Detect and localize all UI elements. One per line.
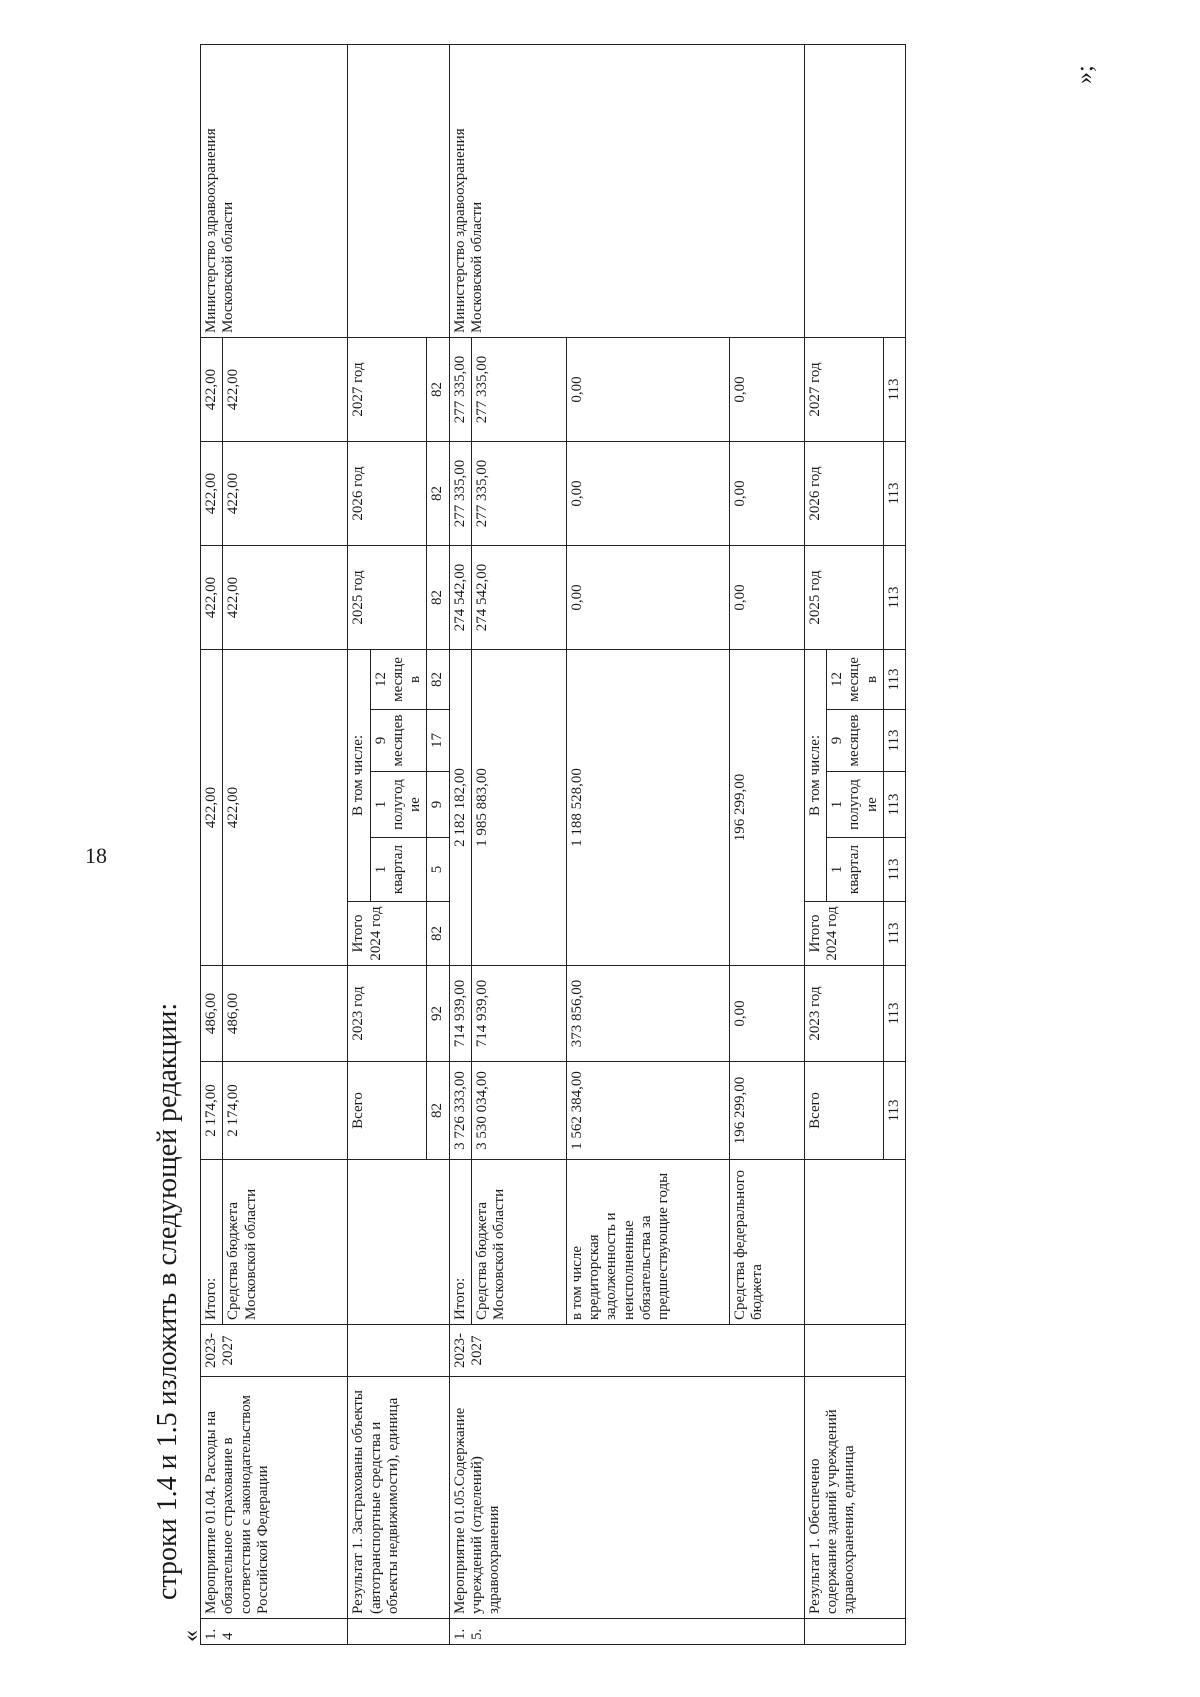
hdr-m9: 9 месяцев (370, 710, 427, 772)
funding-source: Итого: (201, 1160, 223, 1325)
page-number: 18 (85, 843, 107, 868)
row-1-4-total (201, 44, 223, 1644)
y2026-cell: 277 335,00 (471, 441, 566, 545)
hdr-2027: 2027 год (804, 337, 883, 441)
val-2023: 92 (427, 966, 449, 1062)
row-num-blank (348, 1619, 449, 1645)
funding-source: Средства бюджета Московской области (223, 1160, 348, 1325)
val-2027: 82 (427, 337, 449, 441)
row-num: 1.4 (201, 1619, 348, 1645)
closing-quote: »; (1072, 65, 1098, 84)
val-q1: 113 (883, 838, 905, 902)
val-m12: 82 (427, 649, 449, 709)
val-2027: 113 (883, 337, 905, 441)
y2027-cell: 422,00 (201, 337, 223, 441)
y2027-cell: 277 335,00 (471, 337, 566, 441)
result-period-blank (348, 1325, 449, 1377)
val-2024: 113 (883, 902, 905, 966)
val-2025: 113 (883, 545, 905, 649)
funding-source: в том числе кредиторская задолженность и неисполненные обязательства за предшествующие годы (566, 1160, 729, 1325)
hdr-2025: 2025 год (804, 545, 883, 649)
y2023-cell: 714 939,00 (449, 966, 471, 1062)
hdr-2026: 2026 год (348, 441, 427, 545)
hdr-h1: 1 полугодие (370, 772, 427, 838)
hdr-2024: Итого 2024 год (348, 902, 427, 966)
result-name: Результат 1. Обеспечено содержание зданий учреждений здравоохранения, единица (804, 1377, 905, 1619)
val-total: 82 (427, 1062, 449, 1160)
y2026-cell: 422,00 (223, 441, 348, 545)
hdr-total: Всего (804, 1062, 883, 1160)
executor-blank (348, 44, 449, 337)
y2027-cell: 0,00 (566, 337, 729, 441)
y2025-cell: 0,00 (729, 545, 804, 649)
val-2024: 82 (427, 902, 449, 966)
y2025-cell: 274 542,00 (449, 545, 471, 649)
result-source-blank (348, 1160, 449, 1325)
hdr-2024: Итого 2024 год (804, 902, 883, 966)
val-2026: 113 (883, 441, 905, 545)
val-m9: 17 (427, 710, 449, 772)
y2025-cell: 422,00 (201, 545, 223, 649)
amendment-heading: строки 1.4 и 1.5 изложить в следующей редакции: (152, 1002, 183, 1600)
y2024-cell: 1 985 883,00 (471, 649, 566, 965)
program-table (200, 44, 906, 1645)
total-cell: 196 299,00 (729, 1062, 804, 1160)
y2024-cell: 1 188 528,00 (566, 649, 729, 965)
y2023-cell: 373 856,00 (566, 966, 729, 1062)
val-m9: 113 (883, 710, 905, 772)
y2023-cell: 714 939,00 (471, 966, 566, 1062)
y2024-cell: 2 182 182,00 (449, 649, 471, 965)
period: 2023-2027 (449, 1325, 804, 1377)
y2027-cell: 277 335,00 (449, 337, 471, 441)
total-cell: 3 530 034,00 (471, 1062, 566, 1160)
hdr-q1: 1 квартал (370, 838, 427, 902)
period: 2023-2027 (201, 1325, 348, 1377)
y2024-cell: 196 299,00 (729, 649, 804, 965)
y2025-cell: 274 542,00 (471, 545, 566, 649)
total-cell: 1 562 384,00 (566, 1062, 729, 1160)
result-name: Результат 1. Застрахованы объекты (автотранспортные средства и объекты недвижимости), единица (348, 1377, 449, 1619)
hdr-m9: 9 месяцев (827, 710, 884, 772)
y2026-cell: 0,00 (566, 441, 729, 545)
y2026-cell: 422,00 (201, 441, 223, 545)
hdr-m12: 12 месяцев (827, 649, 884, 709)
val-2026: 82 (427, 441, 449, 545)
executor: Министерство здравоохранения Московской области (449, 44, 804, 337)
total-cell: 2 174,00 (201, 1062, 223, 1160)
activity-name: Мероприятие 01.05.Содержание учреждений (отделений) здравоохранения (449, 1377, 804, 1619)
y2023-cell: 486,00 (223, 966, 348, 1062)
hdr-2026: 2026 год (804, 441, 883, 545)
y2023-cell: 486,00 (201, 966, 223, 1062)
hdr-total: Всего (348, 1062, 427, 1160)
y2026-cell: 277 335,00 (449, 441, 471, 545)
val-total: 113 (883, 1062, 905, 1160)
row-1-5-result-header (804, 44, 826, 1644)
y2026-cell: 0,00 (729, 441, 804, 545)
hdr-incl: В том числе: (348, 649, 370, 901)
executor-blank (804, 44, 905, 337)
val-h1: 113 (883, 772, 905, 838)
y2025-cell: 0,00 (566, 545, 729, 649)
row-num-blank (804, 1619, 905, 1645)
total-cell: 3 726 333,00 (449, 1062, 471, 1160)
hdr-q1: 1 квартал (827, 838, 884, 902)
hdr-m12: 12 месяцев (370, 649, 427, 709)
result-period-blank (804, 1325, 905, 1377)
hdr-incl: В том числе: (804, 649, 826, 901)
val-2025: 82 (427, 545, 449, 649)
y2024-cell: 422,00 (201, 649, 223, 965)
val-q1: 5 (427, 838, 449, 902)
val-m12: 113 (883, 649, 905, 709)
total-cell: 2 174,00 (223, 1062, 348, 1160)
row-1-4-result-header (348, 44, 370, 1644)
hdr-2027: 2027 год (348, 337, 427, 441)
y2027-cell: 0,00 (729, 337, 804, 441)
opening-quote: « (178, 1630, 204, 1642)
funding-source: Средства бюджета Московской области (471, 1160, 566, 1325)
rotated-table-wrapper (200, 45, 1080, 1645)
hdr-h1: 1 полугодие (827, 772, 884, 838)
hdr-2023: 2023 год (804, 966, 883, 1062)
y2025-cell: 422,00 (223, 545, 348, 649)
y2024-cell: 422,00 (223, 649, 348, 965)
activity-name: Мероприятие 01.04. Расходы на обязательное страхование в соответствии с законодательством Российской Федерации (201, 1377, 348, 1619)
row-1-5-total (449, 44, 471, 1644)
executor: Министерство здравоохранения Московской области (201, 44, 348, 337)
result-source-blank (804, 1160, 905, 1325)
y2023-cell: 0,00 (729, 966, 804, 1062)
funding-source: Итого: (449, 1160, 471, 1325)
val-h1: 9 (427, 772, 449, 838)
val-2023: 113 (883, 966, 905, 1062)
funding-source: Средства федерального бюджета (729, 1160, 804, 1325)
hdr-2023: 2023 год (348, 966, 427, 1062)
y2027-cell: 422,00 (223, 337, 348, 441)
row-num: 1.5. (449, 1619, 804, 1645)
hdr-2025: 2025 год (348, 545, 427, 649)
